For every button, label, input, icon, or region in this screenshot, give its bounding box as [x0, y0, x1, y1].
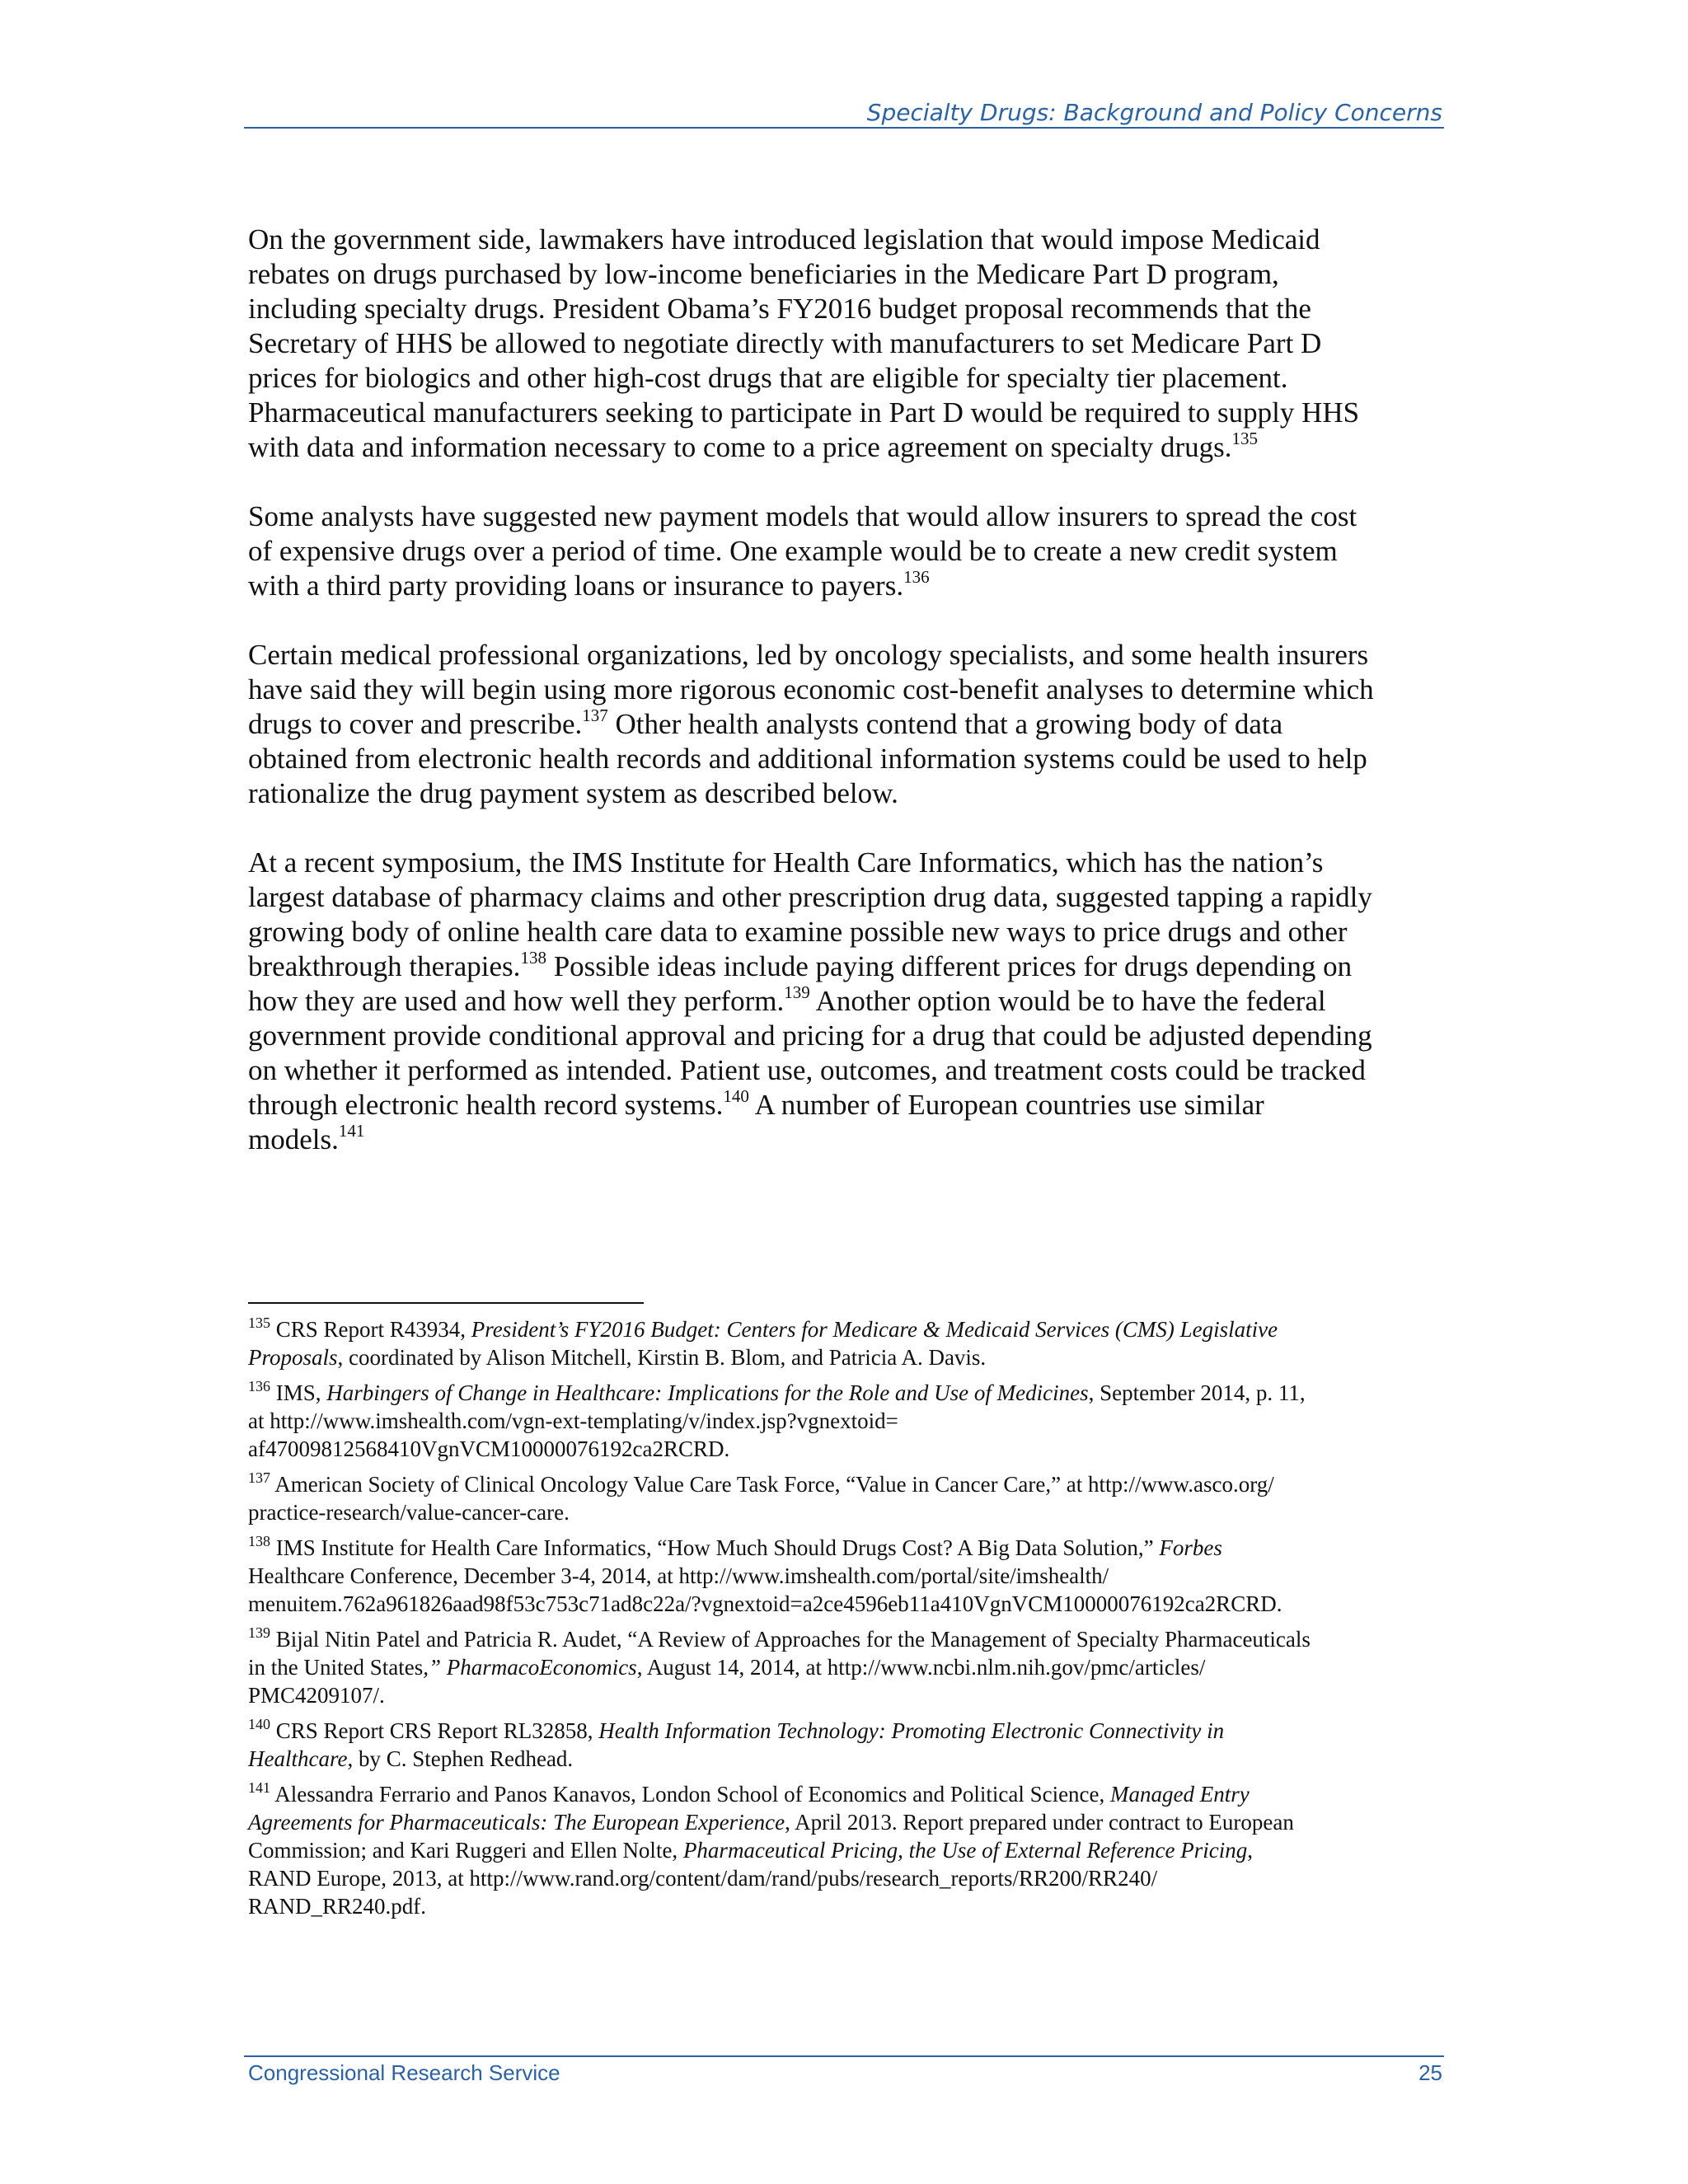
paragraph-line: rebates on drugs purchased by low-income beneficiaries in the Medicare Part D program,: [248, 258, 1279, 290]
footnote-ref-140[interactable]: 140: [723, 1086, 749, 1106]
paragraph-text: A number of European countries use similar: [748, 1089, 1264, 1121]
paragraph-text: models.: [248, 1123, 339, 1155]
footnote-title: Harbingers of Change in Healthcare: Implications for the Role and Use of Medicines: [326, 1380, 1089, 1405]
footnote-ref-135[interactable]: 135: [1231, 429, 1258, 448]
paragraph-line: obtained from electronic health records and additional information systems could be used to help: [248, 743, 1367, 775]
footnote-ref-141[interactable]: 141: [338, 1121, 365, 1141]
footnote-ref-136[interactable]: 136: [903, 567, 930, 587]
footnote-text: Commission; and Kari Ruggeri and Ellen Nolte,: [248, 1838, 683, 1863]
paragraph-line: [248, 1122, 1451, 1157]
paragraph-4: [248, 846, 1451, 1157]
footnote-139: [248, 1625, 1451, 1709]
paragraph-text: Other health analysts contend that a growing body of data: [607, 708, 1283, 740]
footnote-text: Bijal Nitin Patel and Patricia R. Audet, “A Review of Approaches for the Management of Specialty Pharmaceuticals: [270, 1627, 1311, 1652]
footnote-title: President’s FY2016 Budget: Centers for Medicare & Medicaid Services (CMS) Legislative: [471, 1317, 1278, 1342]
paragraph-line: growing body of online health care data to examine possible new ways to price drugs and other: [248, 916, 1348, 948]
footnote-line: [248, 1717, 1451, 1745]
footnote-ref-139[interactable]: 139: [784, 982, 810, 1002]
paragraph-line: on whether it performed as intended. Patient use, outcomes, and treatment costs could be tracked: [248, 1054, 1366, 1086]
footnote-link[interactable]: menuitem.762a961826aad98f53c753c71ad8c22a/?vgnextoid=a2ce4596eb11a410VgnVCM10000076192ca2RCRD.: [248, 1591, 1282, 1616]
footnotes: [248, 1315, 1451, 1928]
footnote-line: [248, 1470, 1451, 1498]
footnote-text: in the United States: [248, 1655, 424, 1680]
footnote-ref-137[interactable]: 137: [582, 705, 608, 725]
paragraph-text: through electronic health record systems.: [248, 1089, 724, 1121]
footnote-number: 136: [248, 1378, 270, 1394]
footnote-number: 141: [248, 1779, 270, 1796]
footnote-link[interactable]: PMC4209107/.: [248, 1683, 385, 1708]
footnote-line: [248, 1836, 1451, 1864]
footnote-text: CRS Report CRS Report RL32858,: [270, 1718, 599, 1743]
footnote-title: Forbes: [1159, 1535, 1222, 1560]
footnote-line: [248, 1379, 1451, 1407]
paragraph-text: drugs to cover and prescribe.: [248, 708, 583, 740]
footnote-line: [248, 1653, 1451, 1681]
footnote-link[interactable]: RAND_RR240.pdf.: [248, 1894, 427, 1919]
paragraph-line: [248, 949, 1451, 984]
paragraph-text: with a third party providing loans or insurance to payers.: [248, 569, 904, 602]
footnote-line: [248, 1780, 1451, 1808]
paragraph-line: At a recent symposium, the IMS Institute for Health Care Informatics, which has the nation’s: [248, 846, 1324, 879]
footnote-title: ,” PharmacoEconomics: [423, 1655, 637, 1680]
footnote-title: Pharmaceutical Pricing, the Use of External Reference Pricing: [682, 1838, 1248, 1863]
paragraph-text: how they are used and how well they perform.: [248, 985, 785, 1017]
paragraph-line: government provide conditional approval and pricing for a drug that could be adjusted depending: [248, 1019, 1372, 1052]
paragraph-line: [248, 707, 1451, 742]
paragraph-text: Possible ideas include paying different prices for drugs depending on: [546, 950, 1353, 982]
footnote-text: , by C. Stephen Redhead.: [347, 1746, 574, 1771]
paragraph-line: Certain medical professional organizations, led by oncology specialists, and some health insurers: [248, 639, 1369, 671]
footer-organization: Congressional Research Service: [248, 2060, 560, 2085]
footnote-line: [248, 1343, 1451, 1371]
paragraph-line: Pharmaceutical manufacturers seeking to participate in Part D would be required to supply HHS: [248, 396, 1360, 429]
page-number: 25: [1418, 2060, 1442, 2085]
paragraph-text: Another option would be to have the federal: [809, 985, 1326, 1017]
paragraph-line: Some analysts have suggested new payment models that would allow insurers to spread the cost: [248, 500, 1357, 532]
footnote-text: ,: [1247, 1838, 1253, 1863]
footnote-140: [248, 1717, 1451, 1773]
footnote-separator: [248, 1302, 644, 1304]
footnote-link[interactable]: af47009812568410VgnVCM10000076192ca2RCRD.: [248, 1436, 730, 1461]
paragraph-1: [248, 223, 1451, 465]
paragraph-3: [248, 638, 1451, 811]
footnote-line: [248, 1745, 1451, 1773]
footnote-number: 138: [248, 1533, 270, 1549]
footnote-link[interactable]: RAND Europe, 2013, at http://www.rand.org/content/dam/rand/pubs/research_reports/RR200/RR240/: [248, 1866, 1158, 1891]
paragraph-2: [248, 499, 1451, 603]
paragraph-line: [248, 984, 1451, 1019]
footnote-text: , September 2014, p. 11,: [1088, 1380, 1306, 1405]
paragraph-line: [248, 1088, 1451, 1122]
footnote-141: [248, 1780, 1451, 1920]
paragraph-text: breakthrough therapies.: [248, 950, 521, 982]
footnote-link[interactable]: at http://www.imshealth.com/vgn-ext-templating/v/index.jsp?vgnextoid=: [248, 1408, 898, 1433]
footnote-text: Alessandra Ferrario and Panos Kanavos, London School of Economics and Political Science,: [270, 1782, 1111, 1807]
footnote-title: Managed Entry: [1110, 1782, 1250, 1807]
footnote-text: IMS,: [270, 1380, 327, 1405]
footnote-text: American Society of Clinical Oncology Value Care Task Force, “Value in Cancer Care,” at http://www.asco.org/: [270, 1472, 1274, 1497]
paragraph-line: have said they will begin using more rigorous economic cost-benefit analyses to determine which: [248, 673, 1374, 705]
footer-divider: [244, 2055, 1444, 2057]
paragraph-line: rationalize the drug payment system as described below.: [248, 777, 898, 809]
footnote-title: Proposals: [248, 1345, 338, 1370]
footnote-number: 139: [248, 1624, 270, 1641]
footnote-ref-138[interactable]: 138: [520, 948, 546, 968]
paragraph-line: largest database of pharmacy claims and other prescription drug data, suggested tapping a rapidly: [248, 881, 1372, 913]
footnote-line: [248, 1625, 1451, 1653]
paragraph-text: with data and information necessary to come to a price agreement on specialty drugs.: [248, 431, 1232, 463]
footnote-line: [248, 1534, 1451, 1562]
footnote-135: [248, 1315, 1451, 1371]
paragraph-line: [248, 569, 1451, 603]
paragraph-line: including specialty drugs. President Obama’s FY2016 budget proposal recommends that the: [248, 293, 1311, 325]
paragraph-line: prices for biologics and other high-cost drugs that are eligible for specialty tier placement.: [248, 362, 1288, 394]
body-text: [248, 223, 1451, 1192]
footnote-number: 135: [248, 1315, 270, 1331]
running-header-title: Specialty Drugs: Background and Policy Concerns: [866, 99, 1442, 126]
footnote-title: Healthcare: [248, 1746, 348, 1771]
paragraph-line: On the government side, lawmakers have introduced legislation that would impose Medicaid: [248, 223, 1320, 255]
footnote-text: , August 14, 2014, at http://www.ncbi.nlm.nih.gov/pmc/articles/: [636, 1655, 1206, 1680]
footnote-line: [248, 1808, 1451, 1836]
footnote-line: [248, 1315, 1451, 1343]
footnote-title: Agreements for Pharmaceuticals: The European Experience: [248, 1810, 785, 1835]
footnote-137: [248, 1470, 1451, 1526]
paragraph-line: [248, 430, 1451, 465]
paragraph-line: of expensive drugs over a period of time. One example would be to create a new credit system: [248, 535, 1338, 567]
footnote-number: 140: [248, 1716, 270, 1732]
footnote-136: [248, 1379, 1451, 1463]
footnote-link[interactable]: practice-research/value-cancer-care.: [248, 1500, 570, 1525]
footnote-text: IMS Institute for Health Care Informatics, “How Much Should Drugs Cost? A Big Data Solution,”: [270, 1535, 1160, 1560]
footnote-number: 137: [248, 1469, 270, 1486]
footnote-text: , coordinated by Alison Mitchell, Kirstin B. Blom, and Patricia A. Davis.: [337, 1345, 987, 1370]
footnote-text: , April 2013. Report prepared under contract to European: [785, 1810, 1294, 1835]
footnote-138: [248, 1534, 1451, 1618]
footnote-title: Health Information Technology: Promoting Electronic Connectivity in: [598, 1718, 1225, 1743]
footnote-line: Healthcare Conference, December 3-4, 2014, at http://www.imshealth.com/portal/site/imshealth/: [248, 1563, 1109, 1588]
paragraph-line: Secretary of HHS be allowed to negotiate directly with manufacturers to set Medicare Part D: [248, 327, 1322, 359]
footnote-text: CRS Report R43934,: [270, 1317, 471, 1342]
header-divider: [244, 127, 1444, 129]
